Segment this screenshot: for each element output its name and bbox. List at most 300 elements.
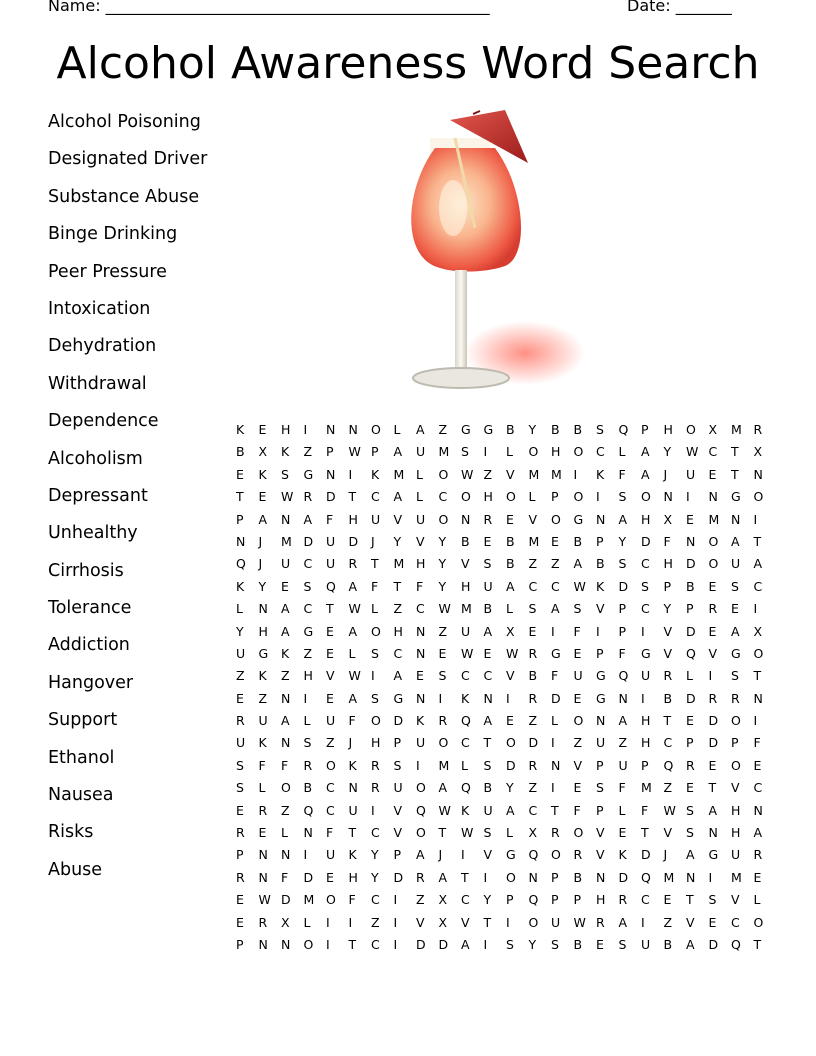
grid-letter: A xyxy=(281,601,290,617)
grid-letter: N xyxy=(281,690,291,706)
grid-letter: U xyxy=(326,847,336,863)
grid-letter: E xyxy=(708,578,717,594)
grid-letter: O xyxy=(281,780,291,796)
grid-letter: B xyxy=(573,422,583,437)
grid-letter: P xyxy=(618,623,627,639)
grid-letter: A xyxy=(416,847,425,863)
grid-letter: R xyxy=(663,668,673,684)
grid-letter: G xyxy=(551,645,561,661)
grid-letter: W xyxy=(506,645,519,661)
grid-row xyxy=(236,668,776,690)
page-title: Alcohol Awareness Word Search xyxy=(56,38,760,89)
grid-row xyxy=(236,646,776,668)
grid-letter: Y xyxy=(528,936,537,952)
grid-letter: S xyxy=(731,668,739,684)
grid-letter: U xyxy=(483,802,493,818)
grid-letter: G xyxy=(596,690,606,706)
grid-letter: T xyxy=(326,601,334,617)
grid-letter: W xyxy=(573,914,586,930)
grid-letter: B xyxy=(573,936,583,952)
grid-letter: D xyxy=(551,690,561,706)
grid-letter: E xyxy=(573,690,582,706)
grid-letter: E xyxy=(438,645,447,661)
grid-letter: V xyxy=(506,466,515,482)
grid-letter: S xyxy=(618,936,627,952)
grid-letter: L xyxy=(416,489,423,505)
grid-letter: K xyxy=(596,466,605,482)
grid-letter: O xyxy=(438,466,449,482)
grid-letter: D xyxy=(686,623,696,639)
grid-letter: Y xyxy=(528,422,537,437)
grid-letter: R xyxy=(753,422,763,437)
grid-letter: H xyxy=(281,422,291,437)
grid-letter: C xyxy=(461,892,470,908)
grid-letter: L xyxy=(506,825,513,841)
grid-letter: R xyxy=(528,690,538,706)
grid-letter: R xyxy=(371,780,380,796)
grid-letter: A xyxy=(618,713,628,729)
grid-letter: G xyxy=(731,645,741,661)
grid-letter: R xyxy=(596,914,605,930)
grid-letter: P xyxy=(618,601,627,617)
grid-letter: C xyxy=(461,668,470,684)
grid-letter: W xyxy=(573,578,586,594)
word-list-item: Withdrawal xyxy=(48,373,147,394)
grid-letter: K xyxy=(596,578,605,594)
grid-letter: V xyxy=(461,556,470,572)
grid-letter: O xyxy=(303,936,314,952)
grid-letter: Y xyxy=(438,578,447,594)
grid-row xyxy=(236,780,776,802)
grid-letter: P xyxy=(326,444,334,460)
grid-letter: A xyxy=(753,556,763,572)
grid-letter: C xyxy=(753,780,763,796)
grid-letter: C xyxy=(663,735,673,751)
grid-letter: K xyxy=(258,668,267,684)
grid-letter: C xyxy=(528,802,538,818)
word-list xyxy=(48,110,207,895)
grid-letter: P xyxy=(236,936,244,952)
grid-letter: J xyxy=(663,466,668,482)
grid-letter: V xyxy=(506,668,515,684)
grid-letter: T xyxy=(461,869,469,885)
grid-letter: L xyxy=(618,444,626,460)
grid-letter: Y xyxy=(663,444,672,460)
grid-letter: J xyxy=(258,556,263,572)
grid-letter: N xyxy=(618,690,628,706)
grid-letter: N xyxy=(303,825,313,841)
grid-letter: K xyxy=(461,690,470,706)
word-list-item: Addiction xyxy=(48,635,130,656)
grid-letter: B xyxy=(506,533,515,549)
grid-letter: L xyxy=(686,668,693,684)
grid-letter: Z xyxy=(236,668,245,684)
grid-letter: V xyxy=(483,847,493,863)
grid-row xyxy=(236,422,776,444)
grid-letter: C xyxy=(731,914,740,930)
grid-letter: U xyxy=(371,511,381,527)
grid-letter: I xyxy=(483,869,488,885)
grid-letter: D xyxy=(641,847,651,863)
grid-letter: O xyxy=(551,511,561,527)
grid-letter: S xyxy=(236,757,244,773)
grid-letter: A xyxy=(483,623,493,639)
grid-letter: N xyxy=(258,601,268,617)
grid-letter: F xyxy=(281,869,289,885)
grid-letter: G xyxy=(303,623,314,639)
grid-letter: X xyxy=(753,623,763,639)
grid-row xyxy=(236,691,776,713)
grid-row xyxy=(236,444,776,466)
grid-letter: B xyxy=(506,422,515,437)
grid-letter: U xyxy=(258,713,268,729)
grid-letter: D xyxy=(393,869,404,885)
grid-letter: C xyxy=(371,825,380,841)
grid-letter: V xyxy=(731,892,740,908)
grid-letter: I xyxy=(461,847,465,863)
grid-letter: K xyxy=(281,645,290,661)
grid-letter: C xyxy=(326,802,335,818)
grid-letter: X xyxy=(528,825,538,841)
word-list-item: Nausea xyxy=(48,785,114,806)
grid-letter: R xyxy=(528,757,538,773)
grid-letter: Q xyxy=(416,802,426,818)
grid-letter: Q xyxy=(663,757,674,773)
glass-stem xyxy=(455,270,467,375)
grid-letter: N xyxy=(753,466,763,482)
grid-letter: H xyxy=(663,556,673,572)
grid-letter: I xyxy=(371,668,375,684)
grid-letter: S xyxy=(596,422,604,437)
grid-letter: I xyxy=(326,914,330,930)
grid-letter: T xyxy=(708,780,717,796)
grid-letter: E xyxy=(326,645,334,661)
grid-letter: C xyxy=(326,780,335,796)
grid-letter: H xyxy=(596,892,606,908)
grid-letter: S xyxy=(573,601,582,617)
grid-letter: R xyxy=(731,690,740,706)
grid-letter: Z xyxy=(438,623,448,639)
grid-letter: N xyxy=(416,645,426,661)
grid-letter: D xyxy=(506,757,516,773)
grid-letter: S xyxy=(236,780,244,796)
grid-letter: B xyxy=(461,533,470,549)
grid-letter: C xyxy=(708,444,718,460)
grid-letter: T xyxy=(731,444,739,460)
grid-letter: S xyxy=(551,936,559,952)
grid-letter: O xyxy=(371,422,381,437)
grid-letter: Y xyxy=(393,533,402,549)
grid-letter: H xyxy=(731,802,741,818)
grid-letter: W xyxy=(348,601,361,617)
grid-letter: E xyxy=(528,623,537,639)
grid-letter: M xyxy=(731,869,742,885)
grid-letter: H xyxy=(483,489,493,505)
grid-letter: U xyxy=(393,780,403,796)
grid-letter: S xyxy=(483,757,492,773)
grid-letter: T xyxy=(483,735,492,751)
grid-letter: E xyxy=(708,914,717,930)
grid-letter: Z xyxy=(393,601,403,617)
grid-letter: U xyxy=(483,578,493,594)
grid-letter: S xyxy=(506,936,514,952)
grid-letter: Q xyxy=(528,892,539,908)
grid-letter: A xyxy=(303,511,313,527)
grid-letter: D xyxy=(618,578,629,594)
grid-letter: J xyxy=(371,533,375,549)
grid-letter: N xyxy=(483,690,493,706)
grid-letter: S xyxy=(371,645,379,661)
grid-letter: N xyxy=(596,713,606,729)
grid-letter: W xyxy=(461,825,474,841)
grid-letter: R xyxy=(573,847,583,863)
grid-letter: F xyxy=(663,533,671,549)
grid-letter: N xyxy=(326,422,336,437)
grid-row xyxy=(236,467,776,489)
grid-letter: O xyxy=(551,847,561,863)
grid-letter: O xyxy=(708,556,719,572)
grid-letter: A xyxy=(281,623,290,639)
grid-letter: K xyxy=(348,757,357,773)
grid-letter: Y xyxy=(258,578,267,594)
grid-row xyxy=(236,825,776,847)
grid-letter: E xyxy=(236,466,244,482)
grid-letter: S xyxy=(708,892,717,908)
grid-letter: D xyxy=(708,713,719,729)
grid-letter: C xyxy=(303,601,313,617)
grid-letter: D xyxy=(416,936,426,952)
grid-letter: V xyxy=(573,757,583,773)
grid-letter: L xyxy=(236,601,243,617)
grid-letter: P xyxy=(596,645,604,661)
grid-letter: K xyxy=(236,578,245,594)
word-list-item: Substance Abuse xyxy=(48,186,200,207)
grid-letter: I xyxy=(303,847,308,863)
grid-letter: E xyxy=(258,422,267,437)
grid-letter: I xyxy=(416,757,420,773)
grid-letter: V xyxy=(596,601,605,617)
grid-letter: R xyxy=(236,713,245,729)
grid-letter: O xyxy=(731,757,741,773)
grid-letter: B xyxy=(528,668,538,684)
grid-letter: U xyxy=(236,735,246,751)
grid-letter: X xyxy=(663,511,673,527)
grid-letter: X xyxy=(258,444,268,460)
grid-letter: A xyxy=(438,869,448,885)
grid-letter: P xyxy=(236,511,244,527)
grid-letter: C xyxy=(641,556,650,572)
grid-letter: I xyxy=(438,690,443,706)
grid-letter: C xyxy=(371,892,380,908)
grid-letter: X xyxy=(438,914,448,930)
grid-letter: A xyxy=(573,556,583,572)
word-list-item: Depressant xyxy=(48,485,148,506)
grid-letter: O xyxy=(641,489,651,505)
grid-letter: K xyxy=(258,466,267,482)
grid-letter: Q xyxy=(618,668,629,684)
grid-letter: H xyxy=(258,623,268,639)
grid-letter: L xyxy=(506,601,513,617)
grid-letter: Q xyxy=(686,645,696,661)
grid-letter: N xyxy=(258,869,268,885)
grid-letter: E xyxy=(686,511,694,527)
grid-letter: N xyxy=(596,869,606,885)
word-list-item: Hangover xyxy=(48,672,134,693)
grid-letter: S xyxy=(731,578,739,594)
grid-letter: S xyxy=(641,578,649,594)
grid-letter: Y xyxy=(371,847,379,863)
grid-letter: R xyxy=(753,847,763,863)
grid-letter: N xyxy=(281,735,291,751)
grid-letter: O xyxy=(528,444,539,460)
grid-letter: N xyxy=(731,511,741,527)
grid-letter: N xyxy=(461,511,471,527)
grid-letter: N xyxy=(416,623,426,639)
grid-letter: Z xyxy=(551,556,560,572)
grid-letter: E xyxy=(416,668,424,684)
grid-letter: A xyxy=(393,489,403,505)
grid-letter: R xyxy=(236,825,245,841)
grid-letter: G xyxy=(483,422,494,437)
grid-letter: Z xyxy=(281,668,290,684)
grid-letter: L xyxy=(461,757,468,773)
grid-letter: U xyxy=(641,936,651,952)
grid-letter: F xyxy=(573,623,581,639)
grid-letter: M xyxy=(528,466,540,482)
grid-letter: Z xyxy=(303,645,313,661)
grid-letter: D xyxy=(641,533,651,549)
grid-letter: V xyxy=(461,914,470,930)
grid-letter: I xyxy=(708,869,713,885)
grid-letter: Z xyxy=(303,444,313,460)
grid-letter: A xyxy=(641,466,650,482)
grid-letter: T xyxy=(483,914,492,930)
grid-letter: E xyxy=(708,623,717,639)
grid-letter: P xyxy=(393,847,402,863)
grid-letter: H xyxy=(731,825,741,841)
grid-letter: F xyxy=(326,825,334,841)
grid-letter: K xyxy=(461,802,470,818)
grid-letter: N xyxy=(348,422,358,437)
grid-letter: E xyxy=(236,892,244,908)
grid-letter: M xyxy=(438,444,450,460)
grid-letter: S xyxy=(483,556,492,572)
grid-letter: D xyxy=(708,936,719,952)
grid-letter: G xyxy=(258,645,269,661)
grid-letter: V xyxy=(596,825,605,841)
grid-letter: N xyxy=(281,847,291,863)
grid-letter: G xyxy=(393,690,404,706)
grid-letter: V xyxy=(708,645,718,661)
grid-letter: I xyxy=(483,444,488,460)
grid-letter: E xyxy=(326,869,334,885)
grid-letter: C xyxy=(551,578,560,594)
grid-letter: A xyxy=(461,936,470,952)
grid-letter: O xyxy=(416,780,426,796)
grid-letter: I xyxy=(348,914,353,930)
grid-letter: E xyxy=(483,645,492,661)
grid-row xyxy=(236,489,776,511)
grid-letter: E xyxy=(618,825,627,841)
grid-letter: W xyxy=(438,802,451,818)
grid-letter: H xyxy=(371,735,381,751)
grid-letter: F xyxy=(551,668,559,684)
grid-row xyxy=(236,758,776,780)
grid-letter: A xyxy=(393,444,403,460)
grid-letter: I xyxy=(303,690,308,706)
grid-letter: T xyxy=(438,825,447,841)
grid-letter: K xyxy=(281,444,290,460)
grid-letter: A xyxy=(641,444,650,460)
grid-letter: Z xyxy=(528,780,538,796)
grid-letter: H xyxy=(461,578,471,594)
grid-letter: M xyxy=(438,757,450,773)
grid-letter: O xyxy=(686,422,696,437)
grid-letter: C xyxy=(303,556,313,572)
word-list-item: Ethanol xyxy=(48,747,115,768)
grid-letter: D xyxy=(438,936,449,952)
grid-letter: N xyxy=(708,825,718,841)
grid-letter: U xyxy=(573,668,583,684)
grid-letter: E xyxy=(753,869,762,885)
grid-letter: P xyxy=(236,847,244,863)
grid-letter: O xyxy=(438,511,449,527)
grid-letter: W xyxy=(686,444,699,460)
grid-letter: I xyxy=(686,489,690,505)
grid-letter: C xyxy=(596,444,605,460)
word-list-item: Abuse xyxy=(48,859,103,880)
grid-letter: P xyxy=(641,757,649,773)
grid-letter: K xyxy=(416,713,425,729)
grid-letter: N xyxy=(348,780,358,796)
grid-letter: C xyxy=(371,936,380,952)
grid-letter: C xyxy=(641,892,650,908)
grid-letter: A xyxy=(731,623,740,639)
grid-letter: U xyxy=(326,713,336,729)
grid-letter: O xyxy=(731,713,741,729)
grid-letter: B xyxy=(596,556,605,572)
grid-letter: J xyxy=(348,735,353,751)
grid-letter: E xyxy=(236,914,244,930)
grid-letter: F xyxy=(618,645,626,661)
word-list-item: Binge Drinking xyxy=(48,224,178,245)
grid-letter: N xyxy=(528,869,538,885)
grid-letter: N xyxy=(258,847,268,863)
grid-letter: T xyxy=(663,713,672,729)
grid-letter: N xyxy=(686,533,696,549)
grid-letter: D xyxy=(528,735,539,751)
grid-letter: U xyxy=(551,914,561,930)
grid-letter: I xyxy=(303,422,308,437)
grid-letter: O xyxy=(708,533,719,549)
glass-base xyxy=(413,368,509,388)
grid-letter: B xyxy=(551,422,560,437)
grid-letter: C xyxy=(393,645,403,661)
grid-letter: F xyxy=(416,578,424,594)
grid-letter: D xyxy=(303,533,314,549)
grid-letter: Y xyxy=(618,533,627,549)
grid-letter: V xyxy=(663,645,673,661)
grid-letter: U xyxy=(281,556,291,572)
grid-letter: A xyxy=(551,601,560,617)
grid-letter: B xyxy=(573,869,583,885)
grid-letter: I xyxy=(753,601,758,617)
grid-letter: Z xyxy=(528,556,538,572)
grid-letter: V xyxy=(416,533,425,549)
grid-letter: S xyxy=(303,578,312,594)
grid-letter: H xyxy=(393,623,403,639)
grid-letter: Y xyxy=(236,623,244,639)
